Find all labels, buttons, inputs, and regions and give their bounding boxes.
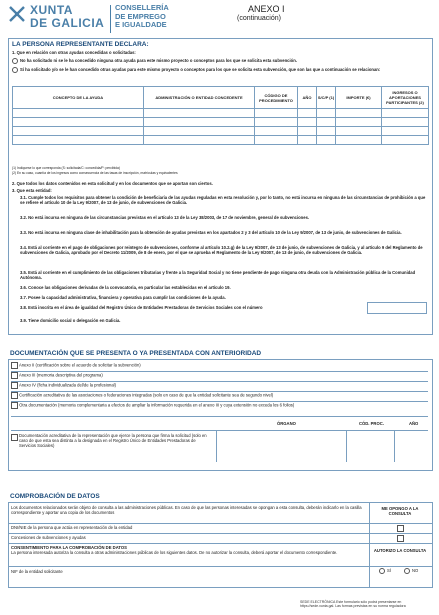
option-no-aid-label: No ha solicitado ni se le ha concedido ninguna otra ayuda para este mismo proyecto o conceptos para los que se solicita esta subvención.	[20, 58, 297, 64]
check-row-label: Concesiones de subvenciones y ayudas	[11, 535, 86, 540]
item-3-9: 3.9. Tiene domicilio social o delegación en Galicia.	[20, 318, 121, 323]
declaration-section	[8, 38, 433, 335]
oppose-dni-checkbox[interactable]	[397, 525, 404, 532]
aid-col-year: AÑO	[298, 87, 317, 109]
annex-subtitle: (continuación)	[237, 15, 281, 22]
doc-row[interactable]	[11, 382, 428, 392]
authorize-header: AUTORIZO LA CONSULTA	[373, 548, 427, 553]
doc-col-code: CÓD. PROC.	[359, 421, 384, 426]
aid-col-amount: IMPORTE (€)	[336, 87, 382, 109]
aid-row[interactable]	[13, 136, 429, 145]
doc-organ-cell[interactable]	[216, 430, 347, 462]
dept-line-3: E IGUALDADE	[115, 20, 167, 29]
doc-checkbox[interactable]	[11, 372, 18, 379]
consent-text: La persona interesada autoriza la consulta a otras administraciones públicas de los siguientes datos. De no autorizar la consulta, deberá aportar el documento correspondiente.	[11, 550, 338, 555]
aid-col-admin: ADMINISTRACIÓN O ENTIDAD CONCEDENTE	[144, 87, 255, 109]
page-header	[8, 4, 431, 38]
documentation-box	[8, 359, 433, 471]
data-check-intro: Los documentos relacionados serán objeto de consulta a las administraciones públicas. En caso de que las personas interesadas se opongan a esta consulta, deberán indicarlo en la casilla correspondiente y aportar una copia de los documentos	[11, 505, 362, 516]
doc-label: Anexo IV (ficha individualizada del/de la profesional)	[18, 382, 117, 388]
declaration-title: LA PERSONA REPRESENTANTE DECLARA:	[12, 41, 149, 48]
doc-row[interactable]	[11, 430, 428, 463]
nif-yes-radio[interactable]	[379, 568, 385, 574]
consent-title: CONSENTIMIENTO PARA LA COMPROBACIÓN DE DATOS	[11, 545, 127, 550]
nif-yes-label: SÍ	[387, 568, 391, 574]
oppose-subsidies-checkbox[interactable]	[397, 535, 404, 542]
doc-col-organ: ÓRGANO	[277, 421, 296, 426]
check-row-label: DNI/NIE de la persona que actúa en representación de la entidad	[11, 525, 133, 530]
item-3-6: 3.6. Conoce las obligaciones derivadas de la convocatoria, en particular las establecidas en el artículo 19.	[20, 285, 231, 290]
doc-row[interactable]	[11, 392, 428, 402]
annex-title: ANEXO I	[248, 4, 285, 14]
documentation-title: DOCUMENTACIÓN QUE SE PRESENTA O YA PRESENTADA CON ANTERIORIDAD	[10, 350, 262, 357]
doc-row[interactable]	[11, 402, 428, 417]
aid-col-scp: S/C/P (1)	[317, 87, 336, 109]
logo-divider	[110, 5, 111, 33]
aid-col-income: INGRESOS O APORTACIONES PARTICIPANTES (2)	[382, 87, 429, 109]
table-note-1: (1) Indíquese lo que corresponda (S: solicitada/C: concedida/P: percibida)	[12, 166, 120, 170]
consent-row	[9, 543, 432, 566]
data-check-title: COMPROBACIÓN DE DATOS	[10, 493, 100, 500]
doc-label: Documentación acreditativa de la representación que ejerce la persona que firma la solicitud (solo en caso de que esta sea distinta a la designada en el Registro Único de Entidades Prestadoras de Servicios Sociales)	[19, 433, 207, 449]
doc-col-year: AÑO	[409, 421, 419, 426]
nif-no-option[interactable]	[404, 568, 418, 574]
option-no-aid[interactable]	[12, 58, 427, 64]
dept-line-1: CONSELLERÍA	[115, 3, 169, 12]
logo-text-2: DE GALICIA	[30, 16, 105, 30]
data-check-section	[8, 493, 433, 588]
nif-no-label: NO	[412, 568, 419, 574]
documentation-section	[8, 350, 433, 470]
question-3: 3. Que esta entidad:	[12, 188, 52, 193]
option-yes-aid-label: Sí ha solicitado y/o se le han concedido otras ayudas para este mismo proyecto o conceptos para los que se solicita esta subvención, que son las que a continuación se relacionan:	[20, 67, 381, 73]
doc-label: Certificación acreditativa de las asociaciones o federaciones integradas (solo en caso de que la entidad solicitante sea de segundo nivel)	[19, 392, 274, 398]
page-footer	[300, 600, 406, 608]
doc-checkbox[interactable]	[11, 382, 18, 389]
doc-row[interactable]	[11, 372, 428, 382]
logo-text-1: XUNTA	[30, 3, 73, 17]
doc-checkbox[interactable]	[11, 362, 18, 369]
doc-checkbox[interactable]	[11, 402, 18, 409]
item-3-8: 3.8. Está inscrita en el área de igualdad del Registro Único de Entidades Prestadoras de Servicios Sociales con el número	[20, 305, 263, 310]
item-3-3: 3.3. No está incursa en ninguna clase de inhabilitación para la obtención de ayudas previstas en los apartados 2 y 3 del artículo 10 de la Ley 9/2007, de 13 de junio, de subvenciones de Galicia.	[20, 230, 402, 235]
item-3-7: 3.7. Posee la capacidad administrativa, financiera y operativa para cumplir las condiciones de la ayuda.	[20, 295, 226, 300]
item-3-2: 3.2. No está incursa en ninguna de las circunstancias previstas en el artículo 13 de la Ley 38/2003, de 17 de noviembre, general de subvenciones.	[20, 215, 310, 220]
dept-line-2: DE EMPREGO	[115, 11, 166, 21]
aid-col-concept: CONCEPTO DE LA AYUDA	[13, 87, 144, 109]
doc-row[interactable]	[11, 362, 428, 372]
footer-line-2: https://sede.xunta.gal. Las formas previstas en su norma reguladora	[300, 604, 406, 608]
option-yes-aid[interactable]	[12, 67, 427, 73]
doc-year-cell[interactable]	[394, 430, 429, 462]
doc-code-cell[interactable]	[346, 430, 395, 462]
doc-label: Anexo III (memoria descriptiva del programa)	[18, 372, 103, 378]
department-name	[115, 4, 169, 30]
check-row-subsidies	[9, 533, 432, 543]
aid-row[interactable]	[13, 118, 429, 127]
option-no-aid-radio[interactable]	[12, 58, 18, 64]
doc-checkbox[interactable]	[11, 392, 18, 399]
oppose-header: ME OPONGO A LA CONSULTA	[381, 506, 419, 517]
item-3-5: 3.5. Está al corriente en el cumplimiento de las obligaciones tributarias y frente a la Seguridad Social y no tiene pendiente de pago ninguna otra deuda con la Administración pública de la Comunidad Autónoma.	[20, 270, 416, 281]
data-check-box	[8, 502, 433, 588]
doc-label: Anexo II (certificación sobre el acuerdo de solicitar la subvención)	[18, 362, 141, 368]
aid-table	[12, 86, 429, 145]
xunta-logo-icon	[8, 5, 26, 23]
question-1: 1. Que en relación con otras ayudas concedidas o solicitadas:	[12, 50, 136, 55]
aid-row[interactable]	[13, 127, 429, 136]
aid-col-code: CÓDIGO DE PROCEDIMIENTO	[255, 87, 298, 109]
footer-line-1: SEDE ELECTRÓNICA Este formulario sólo podrá presentarse en	[300, 600, 402, 604]
registry-number-input[interactable]	[367, 302, 427, 314]
check-row-nif	[9, 566, 432, 577]
aid-row[interactable]	[13, 109, 429, 118]
doc-checkbox[interactable]	[11, 434, 18, 441]
nif-no-radio[interactable]	[404, 568, 410, 574]
check-row-dni	[9, 523, 432, 533]
item-3-1: 3.1. Cumple todos los requisitos para obtener la condición de beneficiaria de las ayudas reguladas en esta resolución y, por lo tanto, no está incursa en ninguna de las circunstancias de prohibición a que se refiere el artículo 10 de la Ley 9/2007, de 13 de junio, de subvenciones de Galicia.	[20, 195, 426, 206]
nif-yes-option[interactable]	[379, 568, 391, 574]
check-row-label: NIF de la entidad solicitante	[11, 569, 63, 574]
table-note-2: (2) En su caso, cuantía de los ingresos como consecuencia de las tasas de inscripción, matrículas y equivalentes	[12, 171, 178, 175]
question-2: 2. Que todos los datos contenidos en esta solicitud y en los documentos que se aportan son ciertos.	[12, 181, 213, 186]
option-yes-aid-radio[interactable]	[12, 67, 18, 73]
item-3-4: 3.4. Está al corriente en el pago de obligaciones por reintegro de subvenciones, conforme al artículo 10.2.g) de la Ley 9/2007, de 13 de junio, de subvenciones de Galicia, y al artículo 9 del Reglamento de subvenciones de Galicia, aprobado por el Decreto 11/2009, de 8 de enero, por el que se aprueba el Reglamento de la Ley 9/2007, de 13 de junio, de subvenciones de Galicia.	[20, 245, 423, 256]
doc-label: Otra documentación (memoria complementaria a efectos de ampliar la información requerida en el anexo III y cuya extensión no exceda los 6 folios)	[19, 402, 295, 408]
